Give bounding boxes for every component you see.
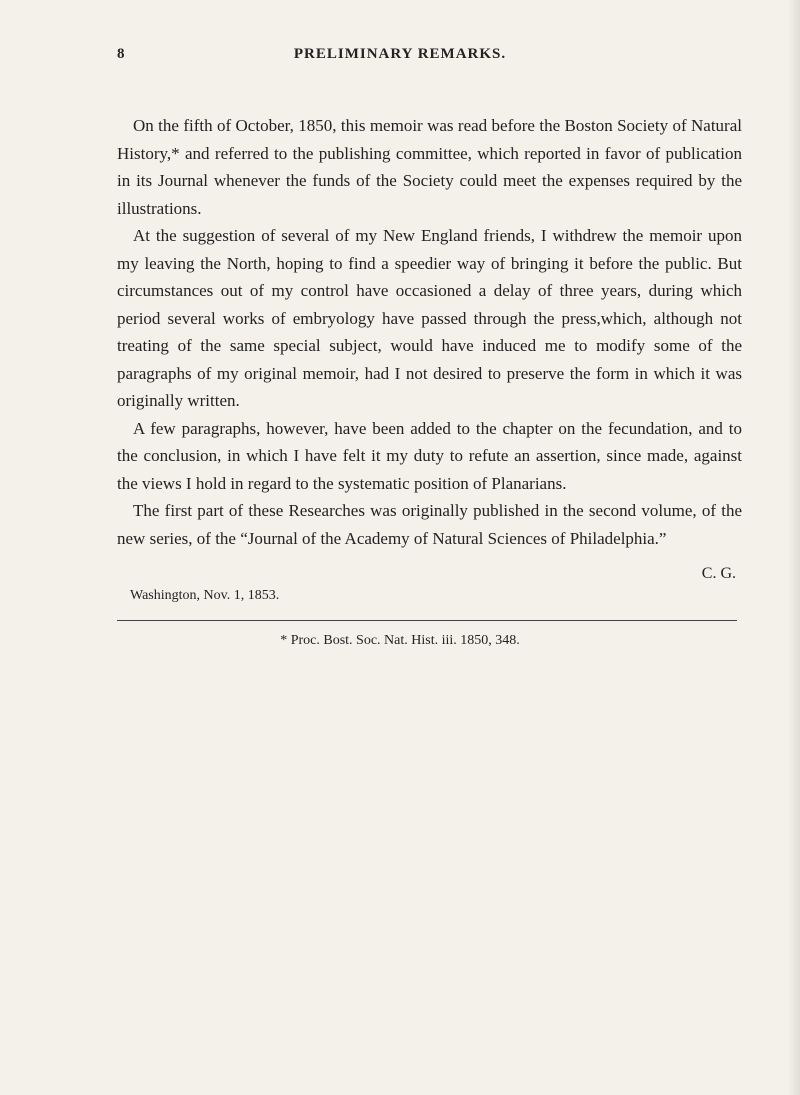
signature-initials: C. G. [701,565,736,582]
paragraph-4: The first part of these Researches was originally published in the second volume, of the new series, of the “Journal of the Academy of Natural Sciences of Philadelphia.” [117,501,742,548]
paragraph-3: A few paragraphs, however, have been added to the chapter on the fecundation, and to the conclusion, in which I have felt it my duty to refute an assertion, since made, against the views I hold in regard to the systematic position of Planarians. [117,418,742,493]
signature-place-date: Washington, Nov. 1, 1853. [130,588,280,603]
paragraph-2: At the suggestion of several of my New England friends, I withdrew the memoir upon my leaving the North, hoping to find a speedier way of bringing it before the public. But circumstances out of my control have occasioned a delay of three years, during which period several works of embryology have passed through the press,which, although not treating of the same special subject, would have induced me to modify some of the paragraphs of my original memoir, had I not desired to preserve the form in which it was originally written. [117,226,742,410]
footnote-rule [117,620,737,621]
body-text [117,112,742,552]
paragraph-1: On the fifth of October, 1850, this memoir was read before the Boston Society of Natural History,* and referred to the publishing committee, which reported in favor of publication in its Journal whenever the funds of the Society could meet the expenses required by the illustrations. [117,116,742,218]
footnote: * Proc. Bost. Soc. Nat. Hist. iii. 1850, 348. [280,633,520,648]
running-head: PRELIMINARY REMARKS. [293,46,507,62]
page-number: 8 [117,46,125,62]
page-edge-shadow [788,0,800,1095]
